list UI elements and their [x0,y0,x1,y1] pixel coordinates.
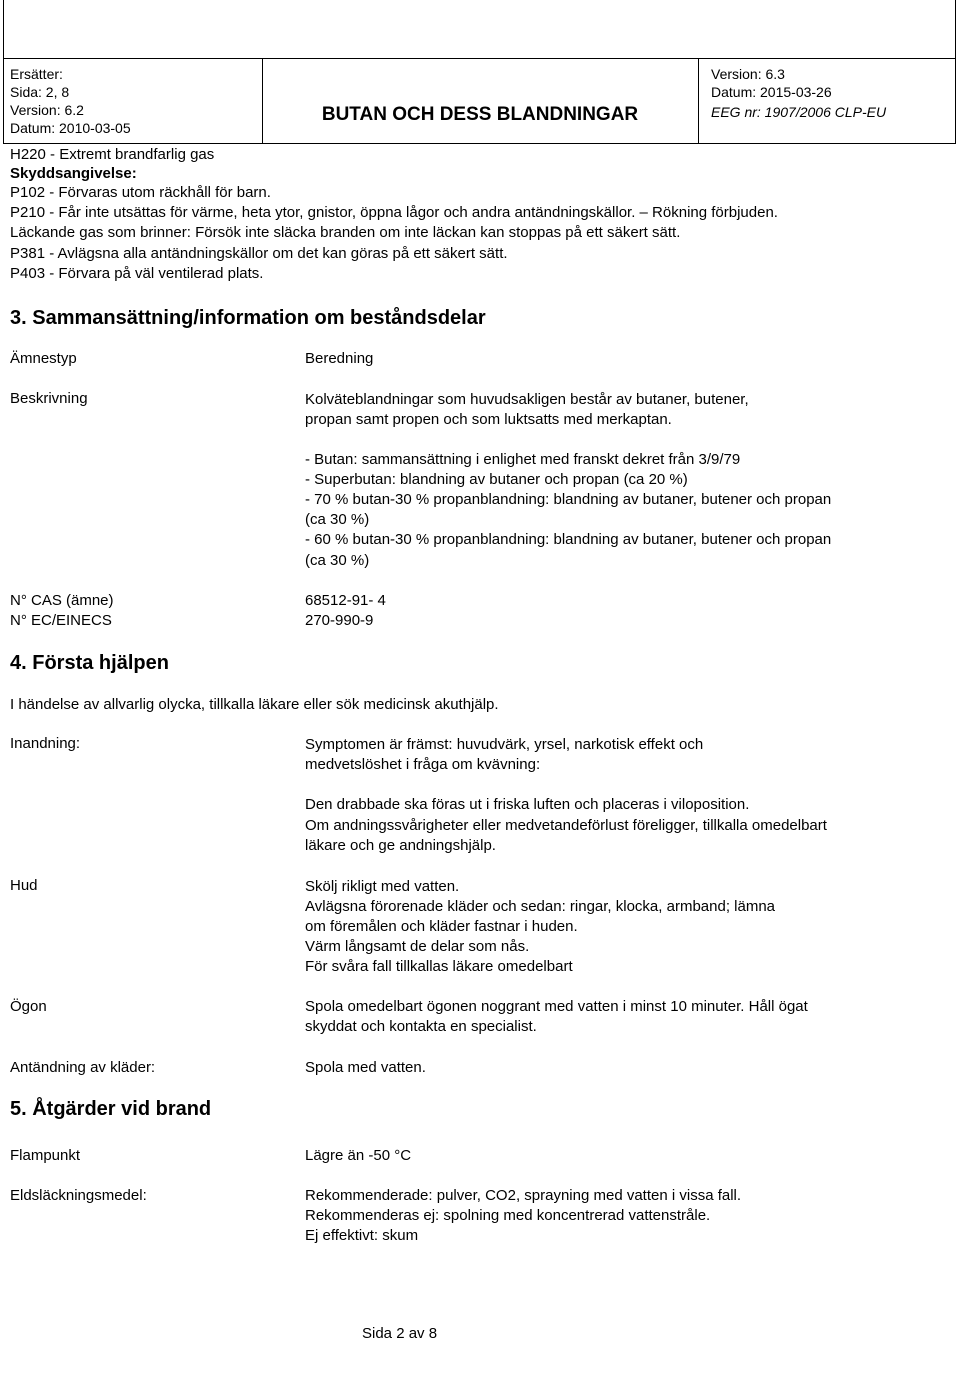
inhalation-line: Den drabbade ska föras ut i friska luften och placeras i viloposition. [305,796,750,813]
header-bottom-border [3,143,955,144]
header-version: Version: 6.3 [711,66,785,82]
flash-point-value: Lägre än -50 °C [305,1147,412,1164]
eyes-line: skyddat och kontakta en specialist. [305,1018,537,1035]
inhalation-line: Om andningssvårigheter eller medvetandeförlust föreligger, tillkalla omedelbart [305,817,827,834]
ec-label: N° EC/EINECS [10,612,112,629]
precaution-line: P102 - Förvaras utom räckhåll för barn. [10,184,271,201]
page-number: Sida 2 av 8 [362,1325,438,1342]
cas-value: 68512-91- 4 [305,592,386,609]
precaution-heading: Skyddsangivelse: [10,165,137,182]
header-regulation: EEG nr: 1907/2006 CLP-EU [711,104,887,120]
extinguishing-line: Rekommenderas ej: spolning med koncentrerad vattenstråle. [305,1207,711,1224]
substance-type-label: Ämnestyp [10,350,77,367]
skin-line: Skölj rikligt med vatten. [305,878,460,895]
mixture-line: - Butan: sammansättning i enlighet med franskt dekret från 3/9/79 [305,451,741,468]
header-left-border [3,0,4,144]
description-label: Beskrivning [10,390,88,407]
inhalation-line: Symptomen är främst: huvudvärk, yrsel, narkotisk effekt och [305,736,704,753]
extinguishing-line: Ej effektivt: skum [305,1227,419,1244]
header-replaces: Ersätter: [10,66,63,82]
inhalation-line: medvetslöshet i fråga om kvävning: [305,756,541,773]
ec-value: 270-990-9 [305,612,374,629]
extinguishing-label: Eldsläckningsmedel: [10,1187,147,1204]
hazard-h220: H220 - Extremt brandfarlig gas [10,146,215,163]
header-page-ref: Sida: 2, 8 [10,84,70,100]
section-5-heading: 5. Åtgärder vid brand [10,1098,212,1120]
precaution-line: Läckande gas som brinner: Försök inte släcka branden om inte läckan kan stoppas på ett säkert sätt. [10,224,681,241]
skin-line: Avlägsna förorenade kläder och sedan: ringar, klocka, armband; lämna [305,898,776,915]
skin-label: Hud [10,877,38,894]
header-old-version: Version: 6.2 [10,102,84,118]
description-line: Kolväteblandningar som huvudsakligen består av butaner, butener, [305,391,749,408]
precaution-line: P403 - Förvara på väl ventilerad plats. [10,265,264,282]
mixture-line: - 70 % butan-30 % propanblandning: blandning av butaner, butener och propan [305,491,832,508]
header-divider-2 [698,58,699,144]
header-right-border [955,0,956,144]
inhalation-line: läkare och ge andningshjälp. [305,837,496,854]
substance-type-value: Beredning [305,350,374,367]
header-date: Datum: 2015-03-26 [711,84,832,100]
extinguishing-line: Rekommenderade: pulver, CO2, sprayning med vatten i vissa fall. [305,1187,742,1204]
header-divider-1 [262,58,263,144]
skin-line: Värm långsamt de delar som nås. [305,938,530,955]
first-aid-intro: I händelse av allvarlig olycka, tillkalla läkare eller sök medicinsk akuthjälp. [10,696,499,713]
inhalation-label: Inandning: [10,735,81,752]
document-title: BUTAN OCH DESS BLANDNINGAR [321,104,639,125]
mixture-line: - 60 % butan-30 % propanblandning: blandning av butaner, butener och propan [305,531,832,548]
header-old-date: Datum: 2010-03-05 [10,120,131,136]
skin-line: om föremålen och kläder fastnar i huden. [305,918,578,935]
mixture-line: (ca 30 %) [305,511,370,528]
cas-label: N° CAS (ämne) [10,592,114,609]
section-4-heading: 4. Första hjälpen [10,652,169,674]
header-top-border [3,58,955,59]
precaution-line: P210 - Får inte utsättas för värme, heta ytor, gnistor, öppna lågor och andra antändningskällor. – Rökning förbjuden. [10,204,778,221]
description-line: propan samt propen och som luktsatts med merkaptan. [305,411,672,428]
clothing-ignition-label: Antändning av kläder: [10,1059,156,1076]
flash-point-label: Flampunkt [10,1147,81,1164]
eyes-line: Spola omedelbart ögonen noggrant med vatten i minst 10 minuter. Håll ögat [305,998,808,1015]
mixture-line: (ca 30 %) [305,552,370,569]
mixture-line: - Superbutan: blandning av butaner och propan (ca 20 %) [305,471,688,488]
precaution-line: P381 - Avlägsna alla antändningskällor om det kan göras på ett säkert sätt. [10,245,508,262]
eyes-label: Ögon [10,998,47,1015]
clothing-ignition-value: Spola med vatten. [305,1059,426,1076]
skin-line: För svåra fall tillkallas läkare omedelbart [305,958,573,975]
section-3-heading: 3. Sammansättning/information om beståndsdelar [10,307,486,329]
